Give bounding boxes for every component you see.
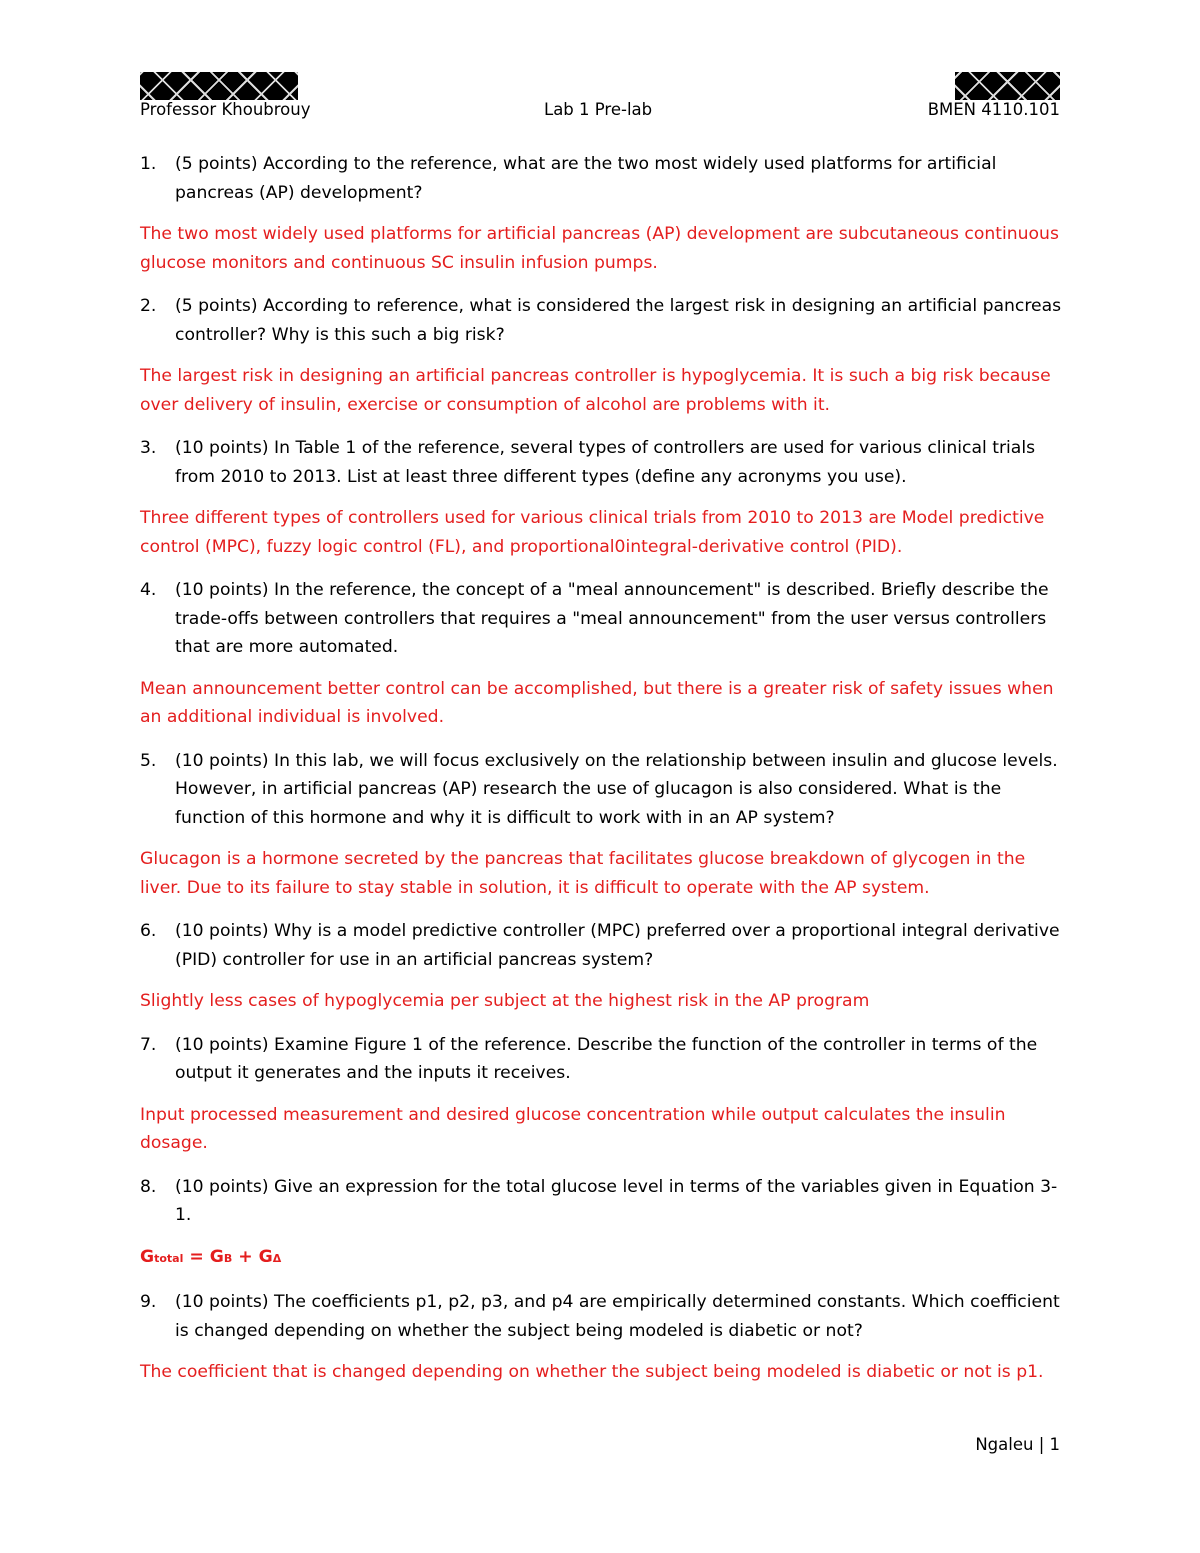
answer-7: Input processed measurement and desired glucose concentration while output calculates the insulin dosage. (140, 1104, 1006, 1153)
header-professor: Professor Khoubrouy (140, 100, 311, 119)
question-number: 4. (140, 580, 157, 600)
question-text: In the reference, the concept of a "meal announcement" is described. Briefly describe the trade-offs between controllers that requires a "meal announcement" from the user versus controllers that are more automated. (175, 580, 1049, 657)
question-2 (140, 292, 1070, 349)
question-1 (140, 150, 1070, 207)
answer-1: The two most widely used platforms for artificial pancreas (AP) development are subcutaneous continuous glucose monitors and continuous SC insulin infusion pumps. (140, 224, 1059, 273)
formula-lhs: G (140, 1246, 155, 1267)
question-text: Why is a model predictive controller (MPC) preferred over a proportional integral derivative (PID) controller for use in an artificial pancreas system? (175, 921, 1060, 970)
question-points: (10 points) (175, 921, 269, 941)
header-title: Lab 1 Pre-lab (544, 100, 653, 119)
question-text: Give an expression for the total glucose level in terms of the variables given in Equation 3-1. (175, 1176, 1058, 1225)
formula-term-2-subscript: Δ (272, 1251, 282, 1265)
question-points: (5 points) (175, 296, 258, 316)
question-points: (10 points) (175, 1176, 269, 1197)
question-number: 1. (140, 154, 157, 174)
question-5 (140, 747, 1070, 833)
answer-6: Slightly less cases of hypoglycemia per subject at the highest risk in the AP program (140, 991, 870, 1011)
question-points: (10 points) (175, 1034, 269, 1055)
redaction-box-right (955, 72, 1060, 100)
formula-equals: = (183, 1246, 210, 1267)
question-number: 9. (140, 1292, 157, 1312)
question-number: 2. (140, 296, 157, 316)
question-9 (140, 1288, 1070, 1345)
question-number: 7. (140, 1034, 157, 1055)
question-6 (140, 917, 1070, 974)
answer-9: The coefficient that is changed depending on whether the subject being modeled is diabetic or not is p1. (140, 1362, 1044, 1382)
question-number: 6. (140, 921, 157, 941)
question-text: In Table 1 of the reference, several types of controllers are used for various clinical trials from 2010 to 2013. List at least three different types (define any acronyms you use). (175, 438, 1036, 487)
question-7 (140, 1031, 1070, 1088)
question-number: 3. (140, 438, 157, 458)
question-4 (140, 576, 1070, 662)
document-body (140, 150, 1070, 1402)
answer-8-formula (140, 1243, 1070, 1274)
question-text: The coefficients p1, p2, p3, and p4 are empirically determined constants. Which coefficient is changed depending on whether the subject being modeled is diabetic or not? (175, 1292, 1060, 1341)
page-footer: Ngaleu | 1 (975, 1435, 1060, 1454)
formula-lhs-subscript: total (154, 1251, 184, 1265)
question-points: (5 points) (175, 154, 258, 174)
question-points: (10 points) (175, 438, 269, 458)
question-number: 5. (140, 750, 157, 771)
question-points: (10 points) (175, 1292, 269, 1312)
formula-plus: + (232, 1246, 259, 1267)
redaction-box-left (140, 72, 298, 100)
formula-term-1: G (209, 1246, 224, 1267)
formula-term-1-subscript: B (223, 1251, 233, 1265)
question-points: (10 points) (175, 580, 269, 600)
question-text: According to reference, what is considered the largest risk in designing an artificial pancreas controller? Why is this such a big risk? (175, 296, 1062, 345)
question-points: (10 points) (175, 750, 269, 771)
answer-3: Three different types of controllers used for various clinical trials from 2010 to 2013 are Model predictive control (MPC), fuzzy logic control (FL), and proportional0integral-derivative control (PID). (140, 508, 1045, 557)
header-course: BMEN 4110.101 (927, 100, 1060, 119)
answer-5: Glucagon is a hormone secreted by the pancreas that facilitates glucose breakdown of glycogen in the liver. Due to its failure to stay stable in solution, it is difficult to operate with the AP system. (140, 849, 1026, 898)
question-text: Examine Figure 1 of the reference. Describe the function of the controller in terms of the output it generates and the inputs it receives. (175, 1034, 1038, 1083)
answer-4: Mean announcement better control can be accomplished, but there is a greater risk of safety issues when an additional individual is involved. (140, 678, 1054, 727)
formula-term-2: G (258, 1246, 273, 1267)
question-number: 8. (140, 1176, 157, 1197)
page-header (140, 100, 1060, 124)
question-text: In this lab, we will focus exclusively on the relationship between insulin and glucose levels. However, in artificial pancreas (AP) research the use of glucagon is also considered. What is the function of this hormone and why it is difficult to work with in an AP system? (175, 750, 1058, 828)
question-text: According to the reference, what are the two most widely used platforms for artificial pancreas (AP) development? (175, 154, 997, 203)
answer-2: The largest risk in designing an artificial pancreas controller is hypoglycemia. It is such a big risk because over delivery of insulin, exercise or consumption of alcohol are problems with it. (140, 366, 1051, 415)
question-8 (140, 1173, 1070, 1230)
question-3 (140, 434, 1070, 491)
